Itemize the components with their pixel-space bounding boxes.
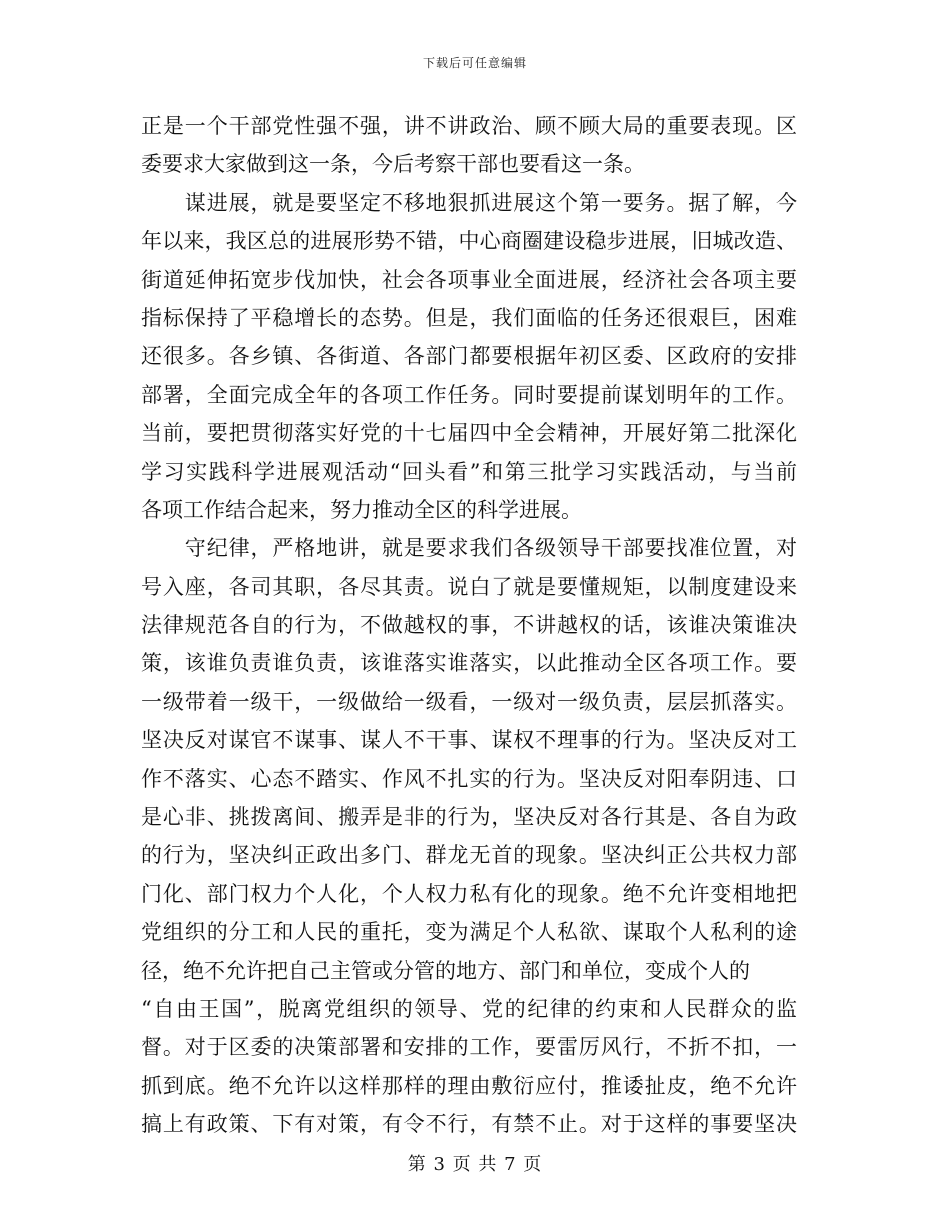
text-line: 部署，全面完成全年的各项工作任务。同时要提前谋划明年的工作。: [141, 382, 797, 407]
text-line: 学习实践科学进展观活动“回头看”和第三批学习实践活动，与当前: [141, 459, 797, 484]
text-line: 抓到底。绝不允许以这样那样的理由敷衍应付，推诿扯皮，绝不允许: [141, 1073, 797, 1098]
text-line: 年以来，我区总的进展形势不错，中心商圈建设稳步进展，旧城改造、: [141, 229, 797, 254]
text-line: 正是一个干部党性强不强，讲不讲政治、顾不顾大局的重要表现。区: [141, 114, 797, 138]
text-line: 一级带着一级干，一级做给一级看，一级对一级负责，层层抓落实。: [141, 689, 797, 714]
text-line: 守纪律，严格地讲，就是要求我们各级领导干部要找准位置，对: [141, 536, 797, 561]
text-line: 是心非、挑拨离间、搬弄是非的行为，坚决反对各行其是、各自为政: [141, 805, 797, 830]
page-number-footer: 第 3 页 共 7 页: [407, 1154, 543, 1175]
text-line: 当前，要把贯彻落实好党的十七届四中全会精神，开展好第二批深化: [141, 421, 797, 446]
text-line: 的行为，坚决纠正政出多门、群龙无首的现象。坚决纠正公共权力部: [141, 843, 797, 868]
text-line: 搞上有政策、下有对策，有令不行，有禁不止。对于这样的事要坚决: [141, 1112, 797, 1137]
text-line: 号入座，各司其职，各尽其责。说白了就是要懂规矩，以制度建设来: [141, 574, 797, 599]
text-line: 督。对于区委的决策部署和安排的工作，要雷厉风行，不折不扣，一: [141, 1035, 797, 1060]
text-line: 门化、部门权力个人化，个人权力私有化的现象。绝不允许变相地把: [141, 881, 797, 906]
page-header-note: 下载后可任意编辑: [422, 56, 527, 70]
text-line: 策，该谁负责谁负责，该谁落实谁落实，以此推动全区各项工作。要: [141, 651, 797, 676]
text-line: 街道延伸拓宽步伐加快，社会各项事业全面进展，经济社会各项主要: [141, 267, 797, 292]
text-line: 作不落实、心态不踏实、作风不扎实的行为。坚决反对阳奉阴违、口: [141, 766, 797, 791]
text-line: “自由王国”，脱离党组织的领导、党的纪律的约束和人民群众的监: [141, 996, 797, 1021]
text-line: 坚决反对谋官不谋事、谋人不干事、谋权不理事的行为。坚决反对工: [141, 728, 797, 753]
text-line: 谋进展，就是要坚定不移地狠抓进展这个第一要务。据了解，今: [141, 190, 797, 215]
text-line: 径，绝不允许把自己主管或分管的地方、部门和单位，变成个人的: [141, 958, 750, 983]
text-line: 还很多。各乡镇、各街道、各部门都要根据年初区委、区政府的安排: [141, 344, 797, 369]
text-line: 委要求大家做到这一条，今后考察干部也要看这一条。: [141, 152, 645, 177]
text-line: 指标保持了平稳增长的态势。但是，我们面临的任务还很艰巨，困难: [141, 305, 797, 330]
text-line: 各项工作结合起来，努力推动全区的科学进展。: [141, 497, 582, 522]
text-line: 党组织的分工和人民的重托，变为满足个人私欲、谋取个人私利的途: [141, 920, 797, 945]
document-body: [141, 107, 797, 1144]
text-line: 法律规范各自的行为，不做越权的事，不讲越权的话，该谁决策谁决: [141, 613, 797, 638]
